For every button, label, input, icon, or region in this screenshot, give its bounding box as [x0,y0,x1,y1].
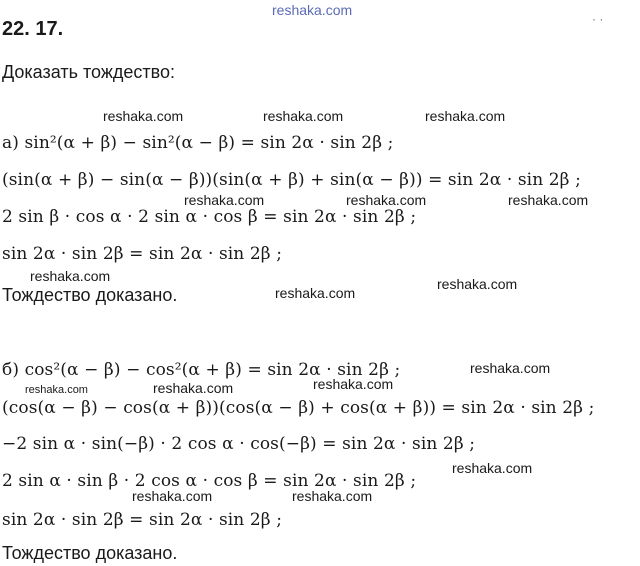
part-a-conclusion: Тождество доказано. [2,285,178,305]
watermark: reshaka.com [346,192,427,208]
watermark: reshaka.com [153,380,234,396]
part-a-line-4: sin 2α · sin 2β = sin 2α · sin 2β ; [2,244,283,264]
watermark: reshaka.com [452,460,533,476]
part-b-line-3: −2 sin α · sin(−β) · 2 cos α · cos(−β) = sin 2α · sin 2β ; [2,434,476,454]
watermark: reshaka.com [103,108,184,124]
watermark: reshaka.com [263,108,344,124]
part-b-line-4: 2 sin α · sin β · 2 cos α · cos β = sin 2α · sin 2β ; [2,471,417,491]
watermark: reshaka.com [30,268,111,284]
part-b-line-1: б) cos²(α − β) − cos²(α + β) = sin 2α · sin 2β ; [2,360,401,380]
watermark: reshaka.com [275,285,356,301]
watermark: reshaka.com [313,376,394,392]
watermark: reshaka.com [437,276,518,292]
problem-number: 22. 17. [2,18,64,40]
part-a-line-1: а) sin²(α + β) − sin²(α − β) = sin 2α · sin 2β ; [2,133,394,153]
watermark: reshaka.com [292,488,373,504]
part-a-line-3: 2 sin β · cos α · 2 sin α · cos β = sin 2α · sin 2β ; [2,207,417,227]
corner-mark: · · [592,12,604,26]
watermark: reshaka.com [470,360,551,376]
part-a-line-2: (sin(α + β) − sin(α − β))(sin(α + β) + sin(α − β)) = sin 2α · sin 2β ; [2,170,581,190]
part-b-line-2: (cos(α − β) − cos(α + β))(cos(α − β) + cos(α + β)) = sin 2α · sin 2β ; [2,398,595,418]
part-b-line-5: sin 2α · sin 2β = sin 2α · sin 2β ; [2,510,283,530]
watermark: reshaka.com [425,108,506,124]
part-b-conclusion: Тождество доказано. [2,543,178,563]
task-statement: Доказать тождество: [2,62,175,82]
watermark: reshaka.com [25,384,88,396]
watermark: reshaka.com [132,488,213,504]
site-watermark-top: reshaka.com [272,2,353,18]
watermark: reshaka.com [508,192,589,208]
watermark: reshaka.com [184,192,265,208]
